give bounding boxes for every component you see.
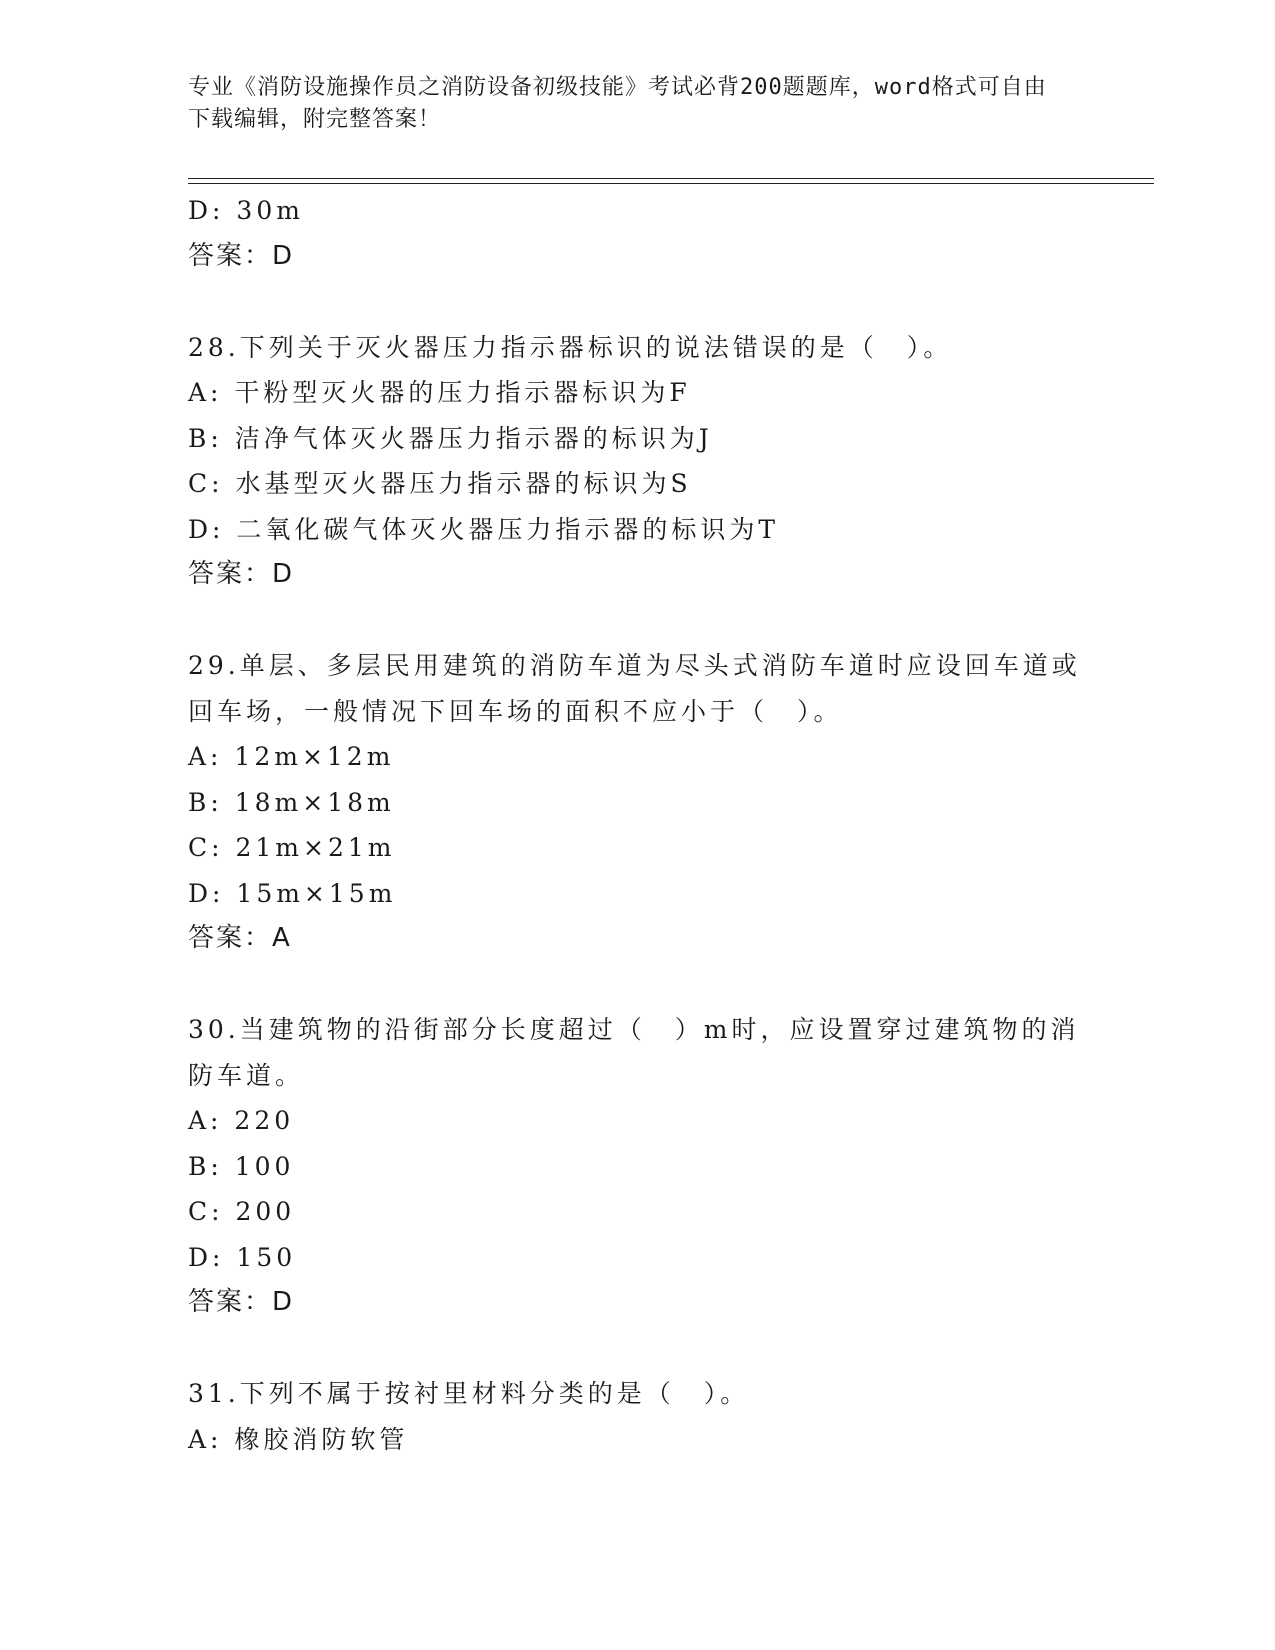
- option-text: D: 二氧化碳气体灭火器压力指示器的标识为T: [188, 514, 780, 544]
- option-text: C: 200: [188, 1197, 296, 1226]
- answer-text: 答案：D: [188, 1287, 295, 1317]
- question-stem: 31.下列不属于按衬里材料分类的是（ ）。: [188, 1379, 750, 1408]
- option-text: D: 15m×15m: [188, 878, 397, 908]
- question-stem: 28.下列关于灭火器压力指示器标识的说法错误的是（ ）。: [188, 332, 953, 362]
- question-stem-continued: 防车道。: [188, 1060, 305, 1090]
- answer-text: 答案：A: [188, 923, 292, 953]
- question-content: [188, 188, 1088, 1462]
- spacer: [188, 962, 1088, 1008]
- answer-text: 答案：D: [188, 559, 295, 589]
- spacer: [188, 1326, 1088, 1372]
- question-block: [188, 1371, 1088, 1462]
- option-text: D: 30m: [188, 196, 304, 225]
- option-text: A: 12m×12m: [188, 742, 395, 771]
- question-block: [188, 643, 1088, 962]
- option-text: C: 21m×21m: [188, 833, 396, 862]
- option-text: B: 18m×18m: [188, 787, 395, 817]
- question-stem: 29.单层、多层民用建筑的消防车道为尽头式消防车道时应设回车道或: [188, 651, 1081, 680]
- option-text: A: 橡胶消防软管: [188, 1424, 409, 1454]
- question-stem: 30.当建筑物的沿街部分长度超过（ ）m时，应设置穿过建筑物的消: [188, 1015, 1080, 1044]
- option-text: B: 洁净气体灭火器压力指示器的标识为J: [188, 423, 713, 453]
- option-text: A: 干粉型灭火器的压力指示器标识为F: [188, 378, 691, 407]
- option-text: A: 220: [188, 1106, 295, 1135]
- header-divider-bottom: [188, 183, 1154, 184]
- question-stem-continued: 回车场，一般情况下回车场的面积不应小于（ ）。: [188, 696, 843, 726]
- question-block: [188, 325, 1088, 598]
- answer-text: 答案：D: [188, 240, 295, 271]
- spacer: [188, 279, 1088, 325]
- question-block: [188, 1007, 1088, 1326]
- option-text: C: 水基型灭火器压力指示器的标识为S: [188, 469, 692, 498]
- option-text: D: 150: [188, 1242, 297, 1272]
- option-text: B: 100: [188, 1151, 295, 1181]
- spacer: [188, 598, 1088, 644]
- document-header: 专业《消防设施操作员之消防设备初级技能》考试必背200题题库，word格式可自由下载编辑，附完整答案！: [188, 75, 1047, 132]
- header-divider-top: [188, 178, 1154, 179]
